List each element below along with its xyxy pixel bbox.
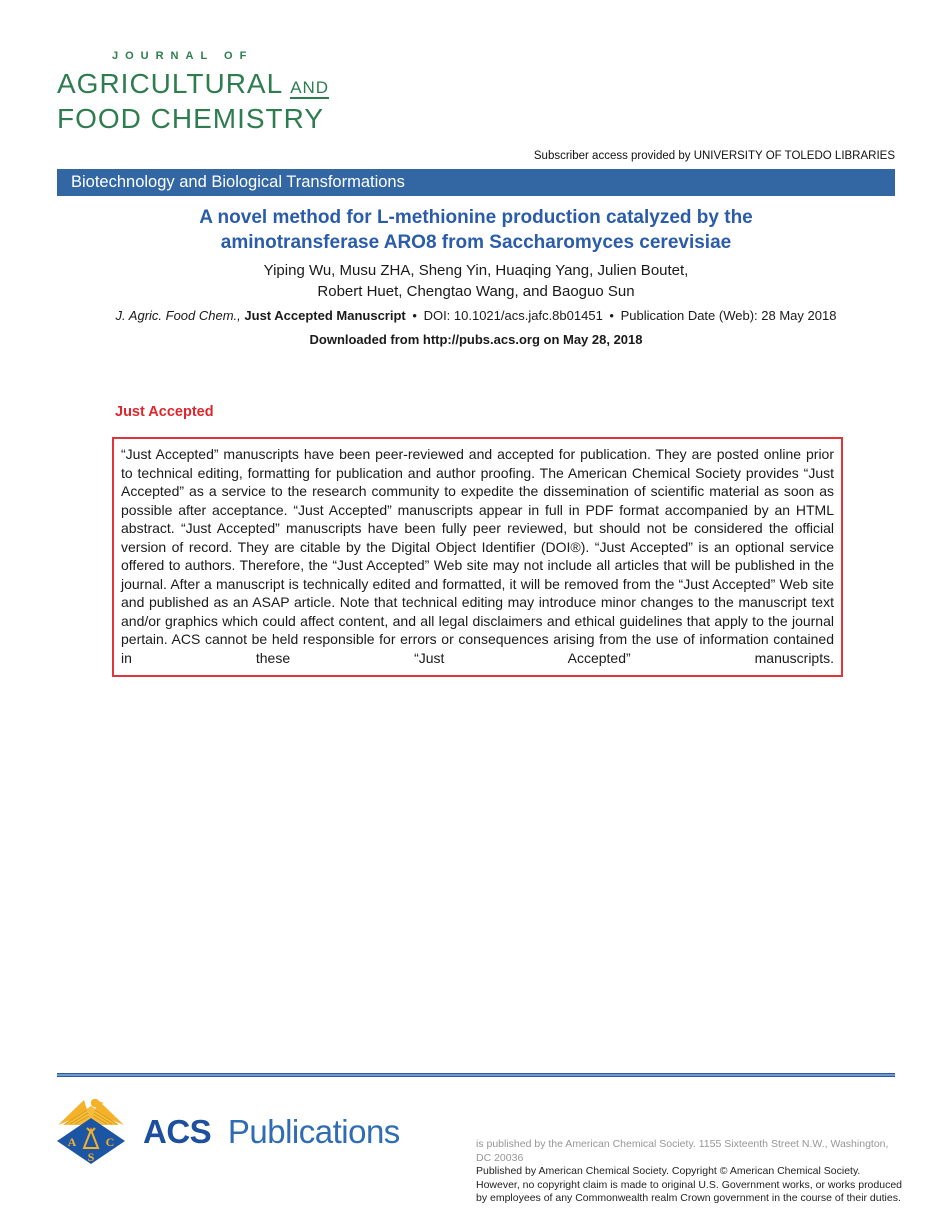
section-banner-label: Biotechnology and Biological Transformations (71, 173, 405, 191)
subscriber-access-note: Subscriber access provided by UNIVERSITY OF TOLEDO LIBRARIES (533, 150, 895, 162)
article-title-wrap (0, 206, 952, 255)
journal-abbrev: J. Agric. Food Chem., (115, 308, 241, 323)
journal-logo-agricultural: AGRICULTURAL (57, 68, 284, 99)
article-title: A novel method for L-methionine production catalyzed by the aminotransferase ARO8 from Saccharomyces cerevisiae (199, 207, 753, 253)
article-authors: Yiping Wu, Musu ZHA, Sheng Yin, Huaqing Yang, Julien Boutet, Robert Huet, Chengtao Wang, and Baoguo Sun (263, 262, 689, 300)
journal-logo-kicker: JOURNAL OF (112, 50, 254, 62)
footer-publisher-text (476, 1138, 906, 1206)
acs-wordmark-acs: ACS (143, 1113, 212, 1150)
svg-text:S: S (87, 1150, 95, 1164)
acs-wordmark-publications: Publications (227, 1113, 400, 1150)
bullet-separator: • (609, 308, 614, 323)
just-accepted-notice-box: “Just Accepted” manuscripts have been peer-reviewed and accepted for publication. They are posted online prior to technical editing, formatting for publication and author proofing. The American Chemical Society provides “Just Accepted” as a service to the research community to expedite the dissemination of scientific material as soon as possible after acceptance. “Just Accepted” manuscripts appear in full in PDF format accompanied by an HTML abstract. “Just Accepted” manuscripts have been fully peer reviewed, but should not be considered the official version of record. They are citable by the Digital Object Identifier (DOI®). “Just Accepted” is an optional service offered to authors. Therefore, the “Just Accepted” Web site may not include all articles that will be published in the journal. After a manuscript is technically edited and formatted, it will be removed from the “Just Accepted” Web site and published as an ASAP article. Note that technical editing may introduce minor changes to the manuscript text and/or graphics which could affect content, and all legal disclaimers and ethical guidelines that apply to the journal pertain. ACS cannot be held responsible for errors or consequences arising from the use of information contained in these “Just Accepted” manuscripts. (112, 437, 843, 677)
svg-text:A: A (67, 1135, 77, 1149)
downloaded-from-line: Downloaded from http://pubs.acs.org on May 28, 2018 (309, 332, 643, 347)
acs-eagle-diamond-icon (55, 1094, 127, 1170)
manuscript-status: Just Accepted Manuscript (244, 308, 406, 323)
footer-address: is published by the American Chemical Society. 1155 Sixteenth Street N.W., Washington, DC 20036 (476, 1138, 889, 1164)
journal-logo (57, 50, 329, 134)
acs-publications-logo (55, 1094, 400, 1170)
journal-logo-line3: FOOD CHEMISTRY (57, 103, 325, 134)
footer-copyright: Published by American Chemical Society. Copyright © American Chemical Society. However, no copyright claim is made to original U.S. Government works, or works produced by employees of any Commonwealth realm Crown government in the course of their duties. (476, 1165, 903, 1204)
article-authors-wrap (0, 261, 952, 302)
publication-date: Publication Date (Web): 28 May 2018 (620, 308, 837, 323)
doi-text: DOI: 10.1021/acs.jafc.8b01451 (423, 308, 603, 323)
section-banner (57, 169, 895, 196)
citation-line (0, 308, 952, 323)
journal-logo-and: AND (290, 78, 330, 97)
journal-logo-line2 (57, 68, 329, 103)
footer-divider (57, 1073, 895, 1077)
svg-text:C: C (105, 1135, 115, 1149)
acs-wordmark (143, 1113, 400, 1151)
bullet-separator: • (412, 308, 417, 323)
just-accepted-heading: Just Accepted (115, 404, 214, 420)
